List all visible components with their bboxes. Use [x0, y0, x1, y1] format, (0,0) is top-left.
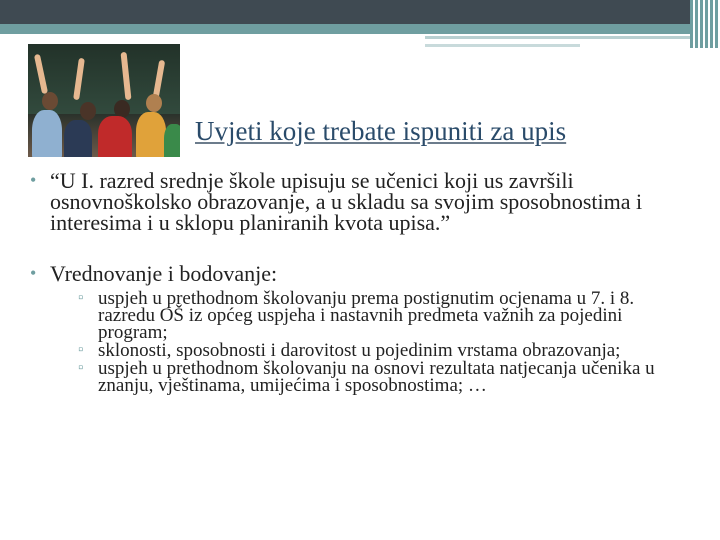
sub-bullet-text: uspjeh u prethodnom školovanju na osnovi rezultata natjecanja učenika u znanju, vještinama, umijećima i sposobnostima; …: [98, 358, 655, 396]
sub-bullet-square-icon: ▫: [78, 360, 84, 376]
bullet-text: “U I. razred srednje škole upisuju se učenici koji us završili osnovnoškolsko obrazovanje, a u skladu sa svojim sposobnostima i interesima i u sklopu planiranih kvota upisa.”: [50, 168, 643, 235]
student: [64, 120, 92, 157]
slide-content: [28, 170, 688, 394]
student-head: [146, 94, 162, 112]
header-stripe-block: [690, 0, 720, 48]
student: [32, 110, 62, 157]
bullet-dot-icon: •: [30, 263, 37, 283]
sub-bullet-item: [78, 360, 688, 394]
student: [98, 116, 132, 157]
header-underline-long: [425, 36, 690, 39]
slide-title: Uvjeti koje trebate ispuniti za upis: [195, 116, 567, 146]
sub-bullet-item: [78, 290, 688, 341]
sub-bullet-text: uspjeh u prethodnom školovanju prema postignutim ocjenama u 7. i 8. razredu OŠ iz općeg uspjeha i nastavnih predmeta važnih za pojedini program;: [98, 288, 635, 343]
bullet-dot-icon: •: [30, 170, 37, 190]
header-underline-short: [425, 44, 580, 47]
slide-header-bars: [0, 0, 720, 36]
sub-bullet-square-icon: ▫: [78, 290, 84, 306]
bullet-item: [28, 263, 688, 284]
header-dark-bar: [0, 0, 690, 24]
header-accent-bar: [0, 24, 690, 34]
bullet-item: [28, 170, 688, 233]
sub-bullet-item: [78, 342, 688, 359]
sub-bullet-text: sklonosti, sposobnosti i darovitost u pojedinim vrstama obrazovanja;: [98, 340, 621, 361]
bullet-text: Vrednovanje i bodovanje:: [50, 261, 278, 286]
classroom-photo: [28, 44, 180, 157]
student: [136, 112, 166, 157]
student-head: [42, 92, 58, 110]
student-head: [80, 102, 96, 120]
student: [164, 124, 180, 157]
sub-bullet-square-icon: ▫: [78, 342, 84, 358]
